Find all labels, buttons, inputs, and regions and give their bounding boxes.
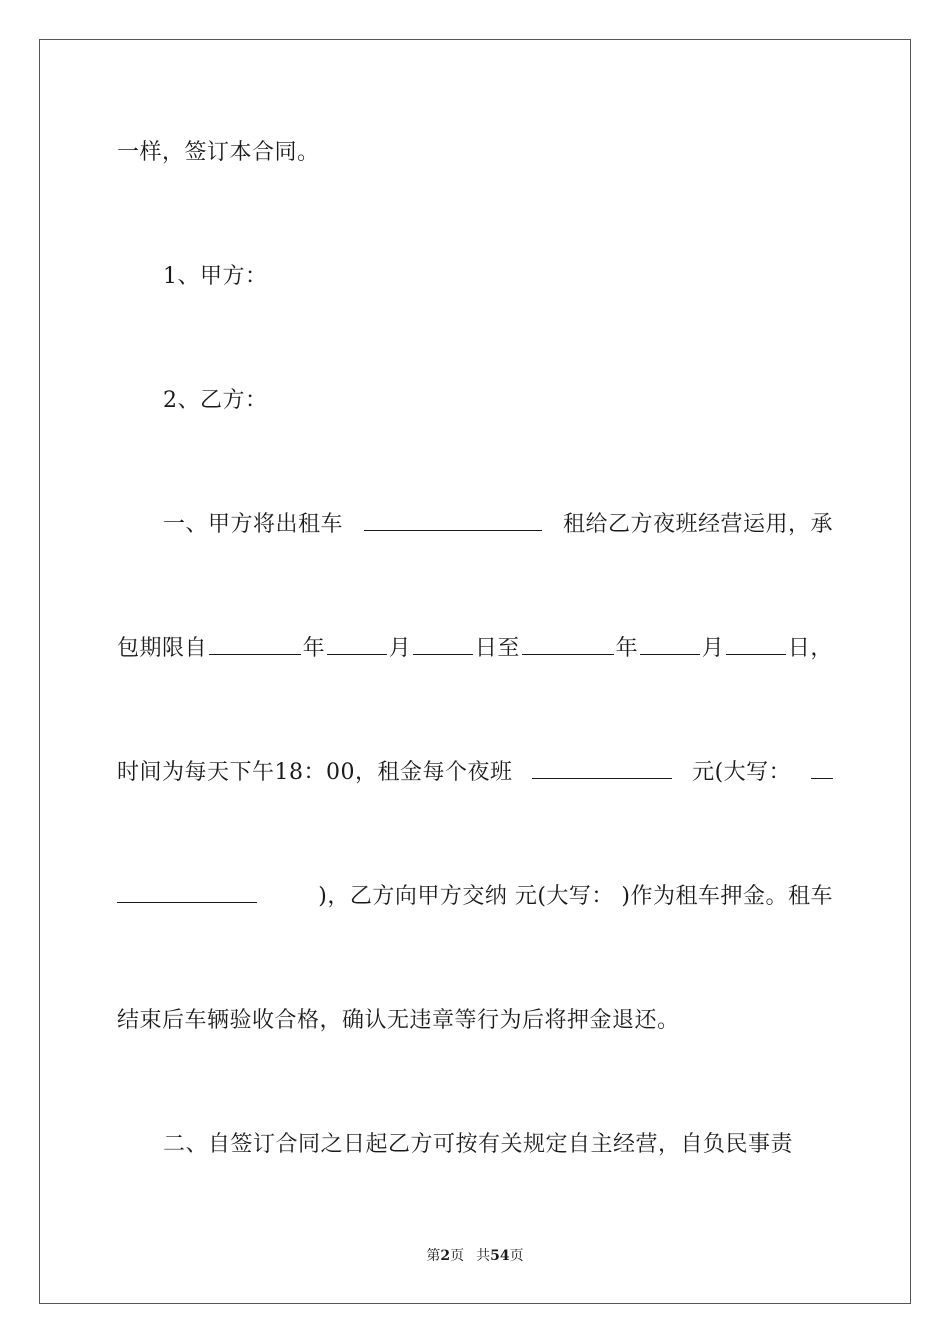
- day-to-label: 日至: [474, 636, 520, 661]
- rent-uppercase-label: 元(大写：: [692, 760, 792, 785]
- end-day-blank: [726, 634, 786, 655]
- clause-2-line-1: 二、自签订合同之日起乙方可按有关规定自主经营，自负民事责: [163, 1132, 794, 1157]
- page-prefix: 第: [426, 1248, 441, 1264]
- vehicle-blank: [364, 510, 542, 531]
- total-prefix: 共: [476, 1248, 491, 1264]
- rent-uppercase-blank-cont: [117, 882, 257, 903]
- page-footer: [0, 1246, 950, 1266]
- text-line-1: 一样，签订本合同。: [117, 140, 320, 165]
- day-label-2: 日，: [787, 636, 833, 661]
- year-label-1: 年: [302, 636, 326, 661]
- month-label-1: 月: [388, 636, 412, 661]
- start-year-blank: [209, 634, 301, 655]
- party-b-line: 2、乙方：: [163, 388, 268, 413]
- rent-uppercase-blank: [811, 758, 833, 779]
- month-label-2: 月: [701, 636, 725, 661]
- page-border: [39, 39, 911, 1304]
- rent-amount-blank: [532, 758, 672, 779]
- total-suffix: 页: [509, 1248, 524, 1264]
- end-month-blank: [640, 634, 700, 655]
- deposit-text: )，乙方向甲方交纳 元(大写： )作为租车押金。租车: [318, 884, 833, 909]
- page-number: 2: [440, 1248, 451, 1264]
- clause-1-line-5: 结束后车辆验收合格，确认无违章等行为后将押金退还。: [117, 1008, 680, 1033]
- clause-1-line-1: [163, 510, 833, 540]
- year-label-2: 年: [615, 636, 639, 661]
- clause-1-line-3: [117, 758, 833, 788]
- rent-time-text: 时间为每天下午18：00，租金每个夜班: [117, 760, 513, 785]
- clause-1-line-2: [117, 634, 833, 664]
- clause-1-text-b: 租给乙方夜班经营运用，承: [562, 512, 833, 537]
- clause-1-text-a: 一、甲方将出租车: [163, 512, 344, 537]
- clause-1-line-4: [117, 882, 833, 912]
- end-year-blank: [522, 634, 614, 655]
- start-month-blank: [327, 634, 387, 655]
- start-day-blank: [413, 634, 473, 655]
- party-a-line: 1、甲方：: [163, 264, 268, 289]
- total-pages: 54: [490, 1248, 510, 1264]
- page-suffix: 页: [450, 1248, 465, 1264]
- period-label: 包期限自: [117, 636, 208, 661]
